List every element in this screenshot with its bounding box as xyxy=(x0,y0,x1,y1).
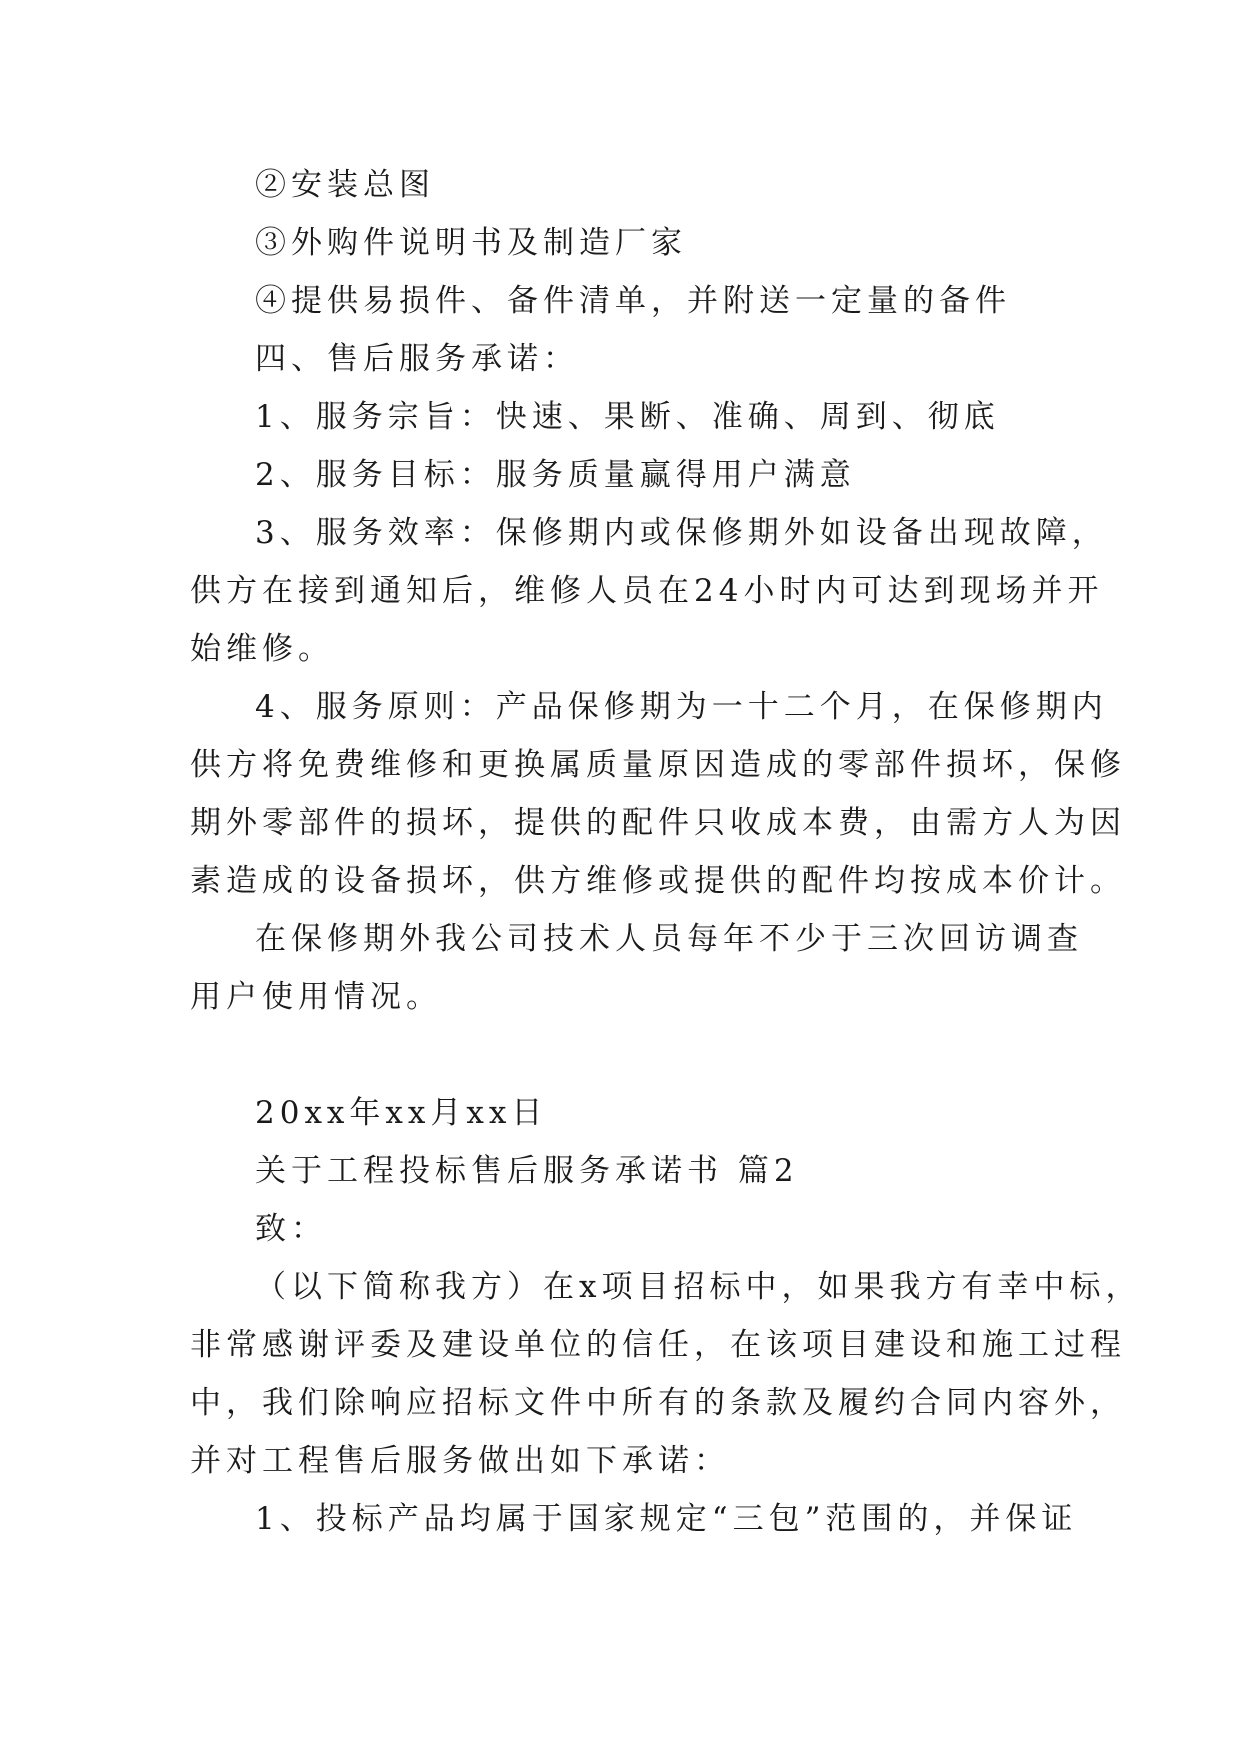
intro-line-4: 并对工程售后服务做出如下承诺： xyxy=(190,1443,730,1479)
service-principle-line-3: 期外零部件的损坏，提供的配件只收成本费，由需方人为因 xyxy=(190,805,1126,841)
service-efficiency-line-1: 3、服务效率：保修期内或保修期外如设备出现故障， xyxy=(255,515,1108,551)
list-item-assembly-drawing: ②安装总图 xyxy=(255,167,435,203)
service-efficiency-line-2: 供方在接到通知后，维修人员在24小时内可达到现场并开 xyxy=(190,573,1104,609)
list-item-purchased-parts: ③外购件说明书及制造厂家 xyxy=(255,225,687,261)
follow-up-line-2: 用户使用情况。 xyxy=(190,979,442,1015)
service-goal: 2、服务目标：服务质量赢得用户满意 xyxy=(255,457,856,493)
section-title-part-2: 关于工程投标售后服务承诺书 篇2 xyxy=(255,1153,799,1189)
follow-up-line-1: 在保修期外我公司技术人员每年不少于三次回访调查 xyxy=(255,921,1083,957)
service-efficiency-line-3: 始维修。 xyxy=(190,631,334,667)
document-date: 20xx年xx月xx日 xyxy=(255,1095,548,1131)
section-heading-after-sales: 四、售后服务承诺： xyxy=(255,341,579,377)
intro-line-1: （以下简称我方）在x项目招标中，如果我方有幸中标， xyxy=(255,1269,1142,1305)
service-principle-line-2: 供方将免费维修和更换属质量原因造成的零部件损坏，保修 xyxy=(190,747,1126,783)
service-principle-line-1: 4、服务原则：产品保修期为一十二个月，在保修期内 xyxy=(255,689,1108,725)
list-item-spare-parts: ④提供易损件、备件清单，并附送一定量的备件 xyxy=(255,283,1011,319)
intro-line-2: 非常感谢评委及建设单位的信任，在该项目建设和施工过程 xyxy=(190,1327,1126,1363)
intro-line-3: 中，我们除响应招标文件中所有的条款及履约合同内容外， xyxy=(190,1385,1126,1421)
commitment-item-1: 1、投标产品均属于国家规定“三包”范围的，并保证 xyxy=(255,1501,1078,1537)
service-principle-line-4: 素造成的设备损坏，供方维修或提供的配件均按成本价计。 xyxy=(190,863,1126,899)
service-purpose: 1、服务宗旨：快速、果断、准确、周到、彻底 xyxy=(255,399,1000,435)
salutation: 致： xyxy=(255,1211,327,1247)
